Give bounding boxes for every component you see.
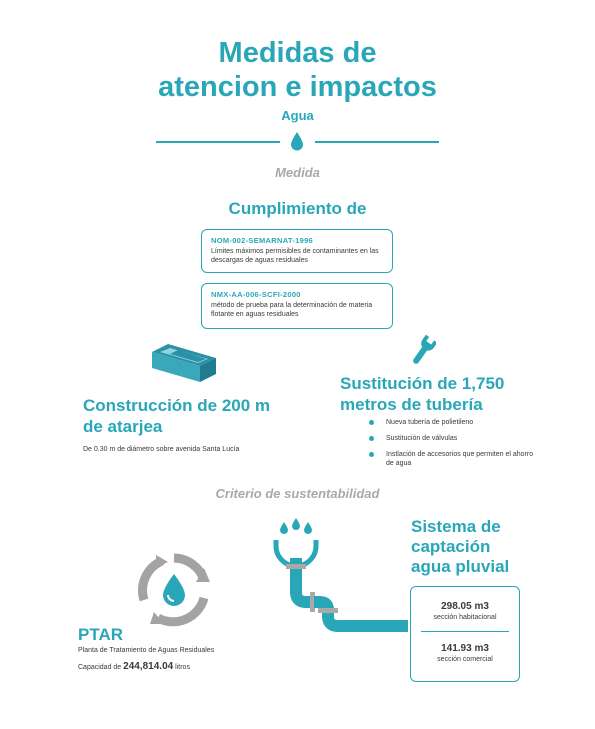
norm-description: Límites máximos permisibles de contaminantes en las descargas de aguas residuales [211, 248, 379, 264]
habitacional-label: sección habitacional [433, 614, 497, 621]
ptar-capacity [78, 661, 190, 672]
sustitucion-list [366, 418, 536, 475]
norm-code: NMX-AA-006-SCFI-2000 [211, 290, 301, 299]
bullet-icon [369, 420, 374, 425]
capacity-unit: litros [173, 664, 190, 671]
atarjea-channel-icon [150, 340, 218, 384]
construccion-heading-line-2: de atarjea [83, 417, 163, 436]
sustitucion-heading-line-1: Sustitución de 1,750 [340, 374, 505, 393]
sustitucion-heading-line-2: metros de tubería [340, 395, 483, 414]
divider-left [156, 141, 280, 143]
divider-right [315, 141, 439, 143]
bullet-icon [369, 452, 374, 457]
capacity-prefix: Capacidad de [78, 664, 124, 671]
captacion-box [410, 586, 520, 682]
norm-code: NOM-002-SEMARNAT-1996 [211, 236, 314, 245]
norm-card [201, 229, 393, 273]
sistema-heading-line-1: Sistema de [411, 517, 501, 536]
captacion-habitacional [411, 601, 519, 621]
list-item [366, 450, 536, 468]
water-drop-icon [290, 131, 304, 151]
title-line-1: Medidas de [218, 37, 377, 69]
list-item-text: Instlación de accesorios que permiten el ahorro de agua [386, 451, 534, 467]
list-item [366, 418, 536, 427]
ptar-heading: PTAR [78, 625, 124, 644]
list-item-text: Sustitución de válvulas [386, 435, 458, 442]
construccion-heading [83, 395, 303, 437]
recycle-water-icon [134, 552, 214, 628]
comercial-label: sección comercial [437, 656, 493, 663]
wrench-icon [410, 334, 436, 368]
sistema-heading-line-3: agua pluvial [411, 557, 510, 576]
section-label-medida: Medida [275, 165, 320, 180]
list-item [366, 434, 536, 443]
captacion-comercial [411, 643, 519, 663]
construccion-heading-line-1: Construcción de 200 m [83, 396, 271, 415]
cumplimiento-heading: Cumplimiento de [228, 199, 367, 218]
norm-card [201, 283, 393, 329]
comercial-value: 141.93 m3 [441, 643, 489, 654]
ptar-description: Planta de Tratamiento de Aguas Residuales [78, 647, 215, 654]
section-label-criterio: Criterio de sustentabilidad [215, 486, 380, 501]
sistema-heading-line-2: captación [411, 537, 491, 556]
capacity-value: 244,814.04 [123, 661, 174, 672]
title-line-2: atencion e impactos [158, 71, 437, 103]
rain-pipe-icon [268, 518, 413, 640]
page-subtitle: Agua [281, 108, 314, 123]
sistema-heading [411, 517, 541, 577]
sustitucion-heading [340, 373, 540, 415]
captacion-divider [421, 631, 509, 632]
construccion-description: De 0.30 m de diámetro sobre avenida Santa Lucía [83, 446, 240, 453]
list-item-text: Nueva tubería de polietileno [386, 419, 474, 426]
norm-description: método de prueba para la determinación de materia flotante en aguas residuales [211, 302, 373, 318]
bullet-icon [369, 436, 374, 441]
habitacional-value: 298.05 m3 [441, 601, 489, 612]
page-title [0, 36, 595, 104]
